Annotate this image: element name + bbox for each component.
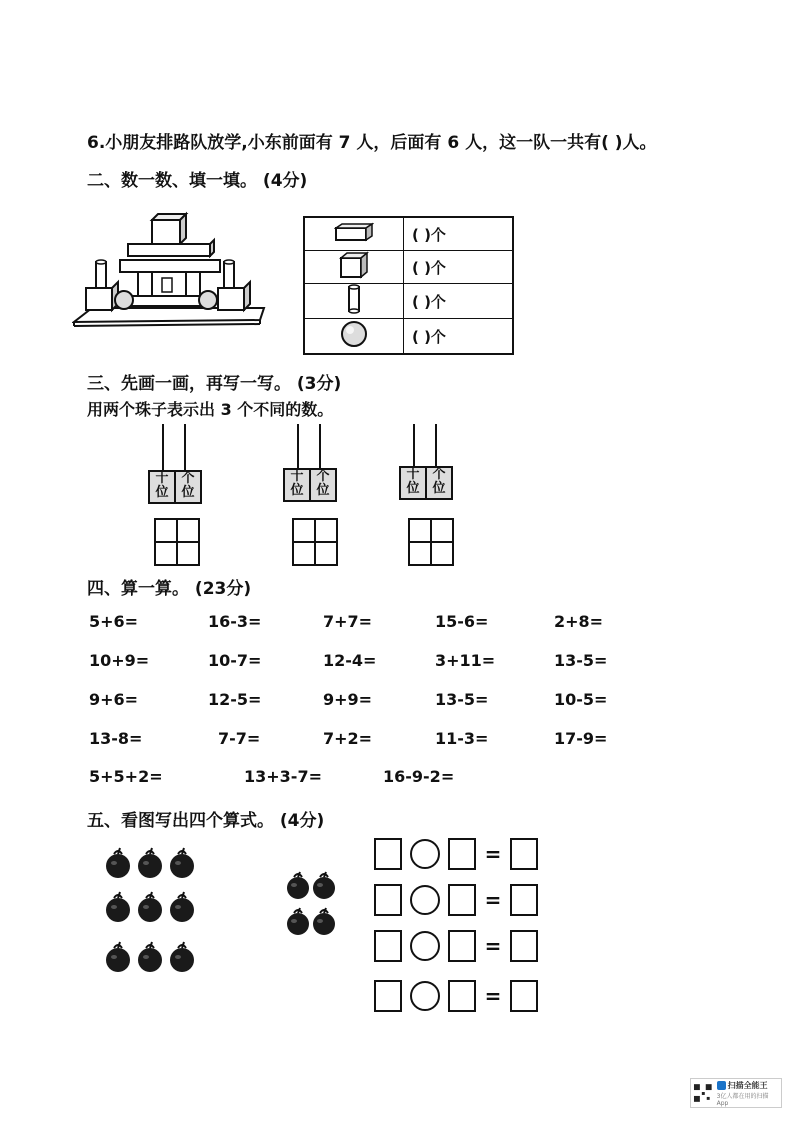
operator-circle[interactable] <box>410 931 440 961</box>
calc-item: 13-5= <box>435 690 489 709</box>
calc-item: 7+2= <box>323 729 373 748</box>
equals-sign: = <box>484 842 502 866</box>
calc-item: 9+6= <box>89 690 139 709</box>
persimmon-icon <box>170 892 194 922</box>
table-row <box>304 217 513 251</box>
answer-box-1[interactable] <box>154 518 200 566</box>
persimmon-icon <box>106 892 130 922</box>
calc-item: 10-7= <box>208 651 262 670</box>
calc-item: 10+9= <box>89 651 150 670</box>
equals-sign: = <box>484 888 502 912</box>
equation-row-1 <box>374 838 538 870</box>
number-box[interactable] <box>448 930 476 962</box>
section5-title: 五、看图写出四个算式。 (4分) <box>87 811 325 831</box>
abacus-base <box>283 468 337 502</box>
ones-label: 个 位 <box>427 468 451 498</box>
cylinder-icon <box>304 284 404 319</box>
number-box[interactable] <box>448 884 476 916</box>
calc-item: 5+6= <box>89 612 139 631</box>
app-logo-icon <box>717 1081 726 1090</box>
count-blank[interactable]: ( )个 <box>404 319 514 355</box>
persimmon-icon <box>170 942 194 972</box>
calc-item: 16-3= <box>208 612 262 631</box>
calc-item: 13-5= <box>554 651 608 670</box>
result-box[interactable] <box>510 838 538 870</box>
equation-row-4 <box>374 980 538 1012</box>
number-box[interactable] <box>374 838 402 870</box>
calc-item: 2+8= <box>554 612 604 631</box>
abacus-base <box>399 466 453 500</box>
scanner-watermark <box>690 1078 782 1108</box>
cube-icon <box>304 251 404 284</box>
calc-item: 13-8= <box>89 729 143 748</box>
count-blank[interactable]: ( )个 <box>404 251 514 284</box>
section4-title: 四、算一算。 (23分) <box>87 579 252 599</box>
tens-label: 十 位 <box>285 470 311 500</box>
ones-label: 个 位 <box>311 470 335 500</box>
table-row <box>304 284 513 319</box>
calc-item: 12-5= <box>208 690 262 709</box>
equals-sign: = <box>484 934 502 958</box>
persimmon-icon <box>138 848 162 878</box>
persimmon-icon <box>170 848 194 878</box>
persimmon-icon <box>106 848 130 878</box>
tens-label: 十 位 <box>401 468 427 498</box>
result-box[interactable] <box>510 884 538 916</box>
equals-sign: = <box>484 984 502 1008</box>
table-row <box>304 319 513 355</box>
number-box[interactable] <box>374 884 402 916</box>
number-box[interactable] <box>374 980 402 1012</box>
number-box[interactable] <box>448 980 476 1012</box>
calc-item: 3+11= <box>435 651 496 670</box>
persimmon-group-left <box>100 842 200 982</box>
calc-item: 12-4= <box>323 651 377 670</box>
shape-count-table <box>303 216 514 355</box>
calc-item: 10-5= <box>554 690 608 709</box>
question-6: 6.小朋友排路队放学,小东前面有 7 人，后面有 6 人，这一队一共有( )人。 <box>87 133 657 153</box>
persimmon-icon <box>287 872 309 899</box>
persimmon-icon <box>287 908 309 935</box>
ones-label: 个 位 <box>176 472 200 502</box>
result-box[interactable] <box>510 930 538 962</box>
section2-title: 二、数一数、填一填。 (4分) <box>87 171 308 191</box>
operator-circle[interactable] <box>410 885 440 915</box>
persimmon-group-right <box>284 868 344 944</box>
persimmon-icon <box>313 908 335 935</box>
count-blank[interactable]: ( )个 <box>404 284 514 319</box>
equation-row-3 <box>374 930 538 962</box>
abacus-rods <box>148 424 200 476</box>
qr-code-icon <box>693 1083 713 1103</box>
calc-item: 13+3-7= <box>244 767 322 786</box>
calc-item: 7+7= <box>323 612 373 631</box>
block-structure-image <box>72 210 268 330</box>
tens-label: 十 位 <box>150 472 176 502</box>
number-box[interactable] <box>374 930 402 962</box>
app-tagline: 3亿人都在用的扫描App <box>716 1092 769 1107</box>
calc-item: 17-9= <box>554 729 608 748</box>
result-box[interactable] <box>510 980 538 1012</box>
section3-instruction: 用两个珠子表示出 3 个不同的数。 <box>87 400 334 419</box>
abacus-base <box>148 470 202 504</box>
answer-box-3[interactable] <box>408 518 454 566</box>
answer-box-2[interactable] <box>292 518 338 566</box>
calc-item: 16-9-2= <box>383 767 455 786</box>
equation-row-2 <box>374 884 538 916</box>
calc-item: 5+5+2= <box>89 767 163 786</box>
operator-circle[interactable] <box>410 981 440 1011</box>
calc-item: 15-6= <box>435 612 489 631</box>
persimmon-icon <box>138 892 162 922</box>
section3-title: 三、先画一画，再写一写。 (3分) <box>87 374 342 394</box>
operator-circle[interactable] <box>410 839 440 869</box>
persimmon-icon <box>106 942 130 972</box>
persimmon-icon <box>313 872 335 899</box>
table-row <box>304 251 513 284</box>
count-blank[interactable]: ( )个 <box>404 217 514 251</box>
app-name: 扫描全能王 <box>727 1080 768 1090</box>
calc-item: 11-3= <box>435 729 489 748</box>
cuboid-icon <box>304 217 404 251</box>
calc-item: 7-7= <box>218 729 261 748</box>
sphere-icon <box>304 319 404 355</box>
calc-item: 9+9= <box>323 690 373 709</box>
persimmon-icon <box>138 942 162 972</box>
number-box[interactable] <box>448 838 476 870</box>
